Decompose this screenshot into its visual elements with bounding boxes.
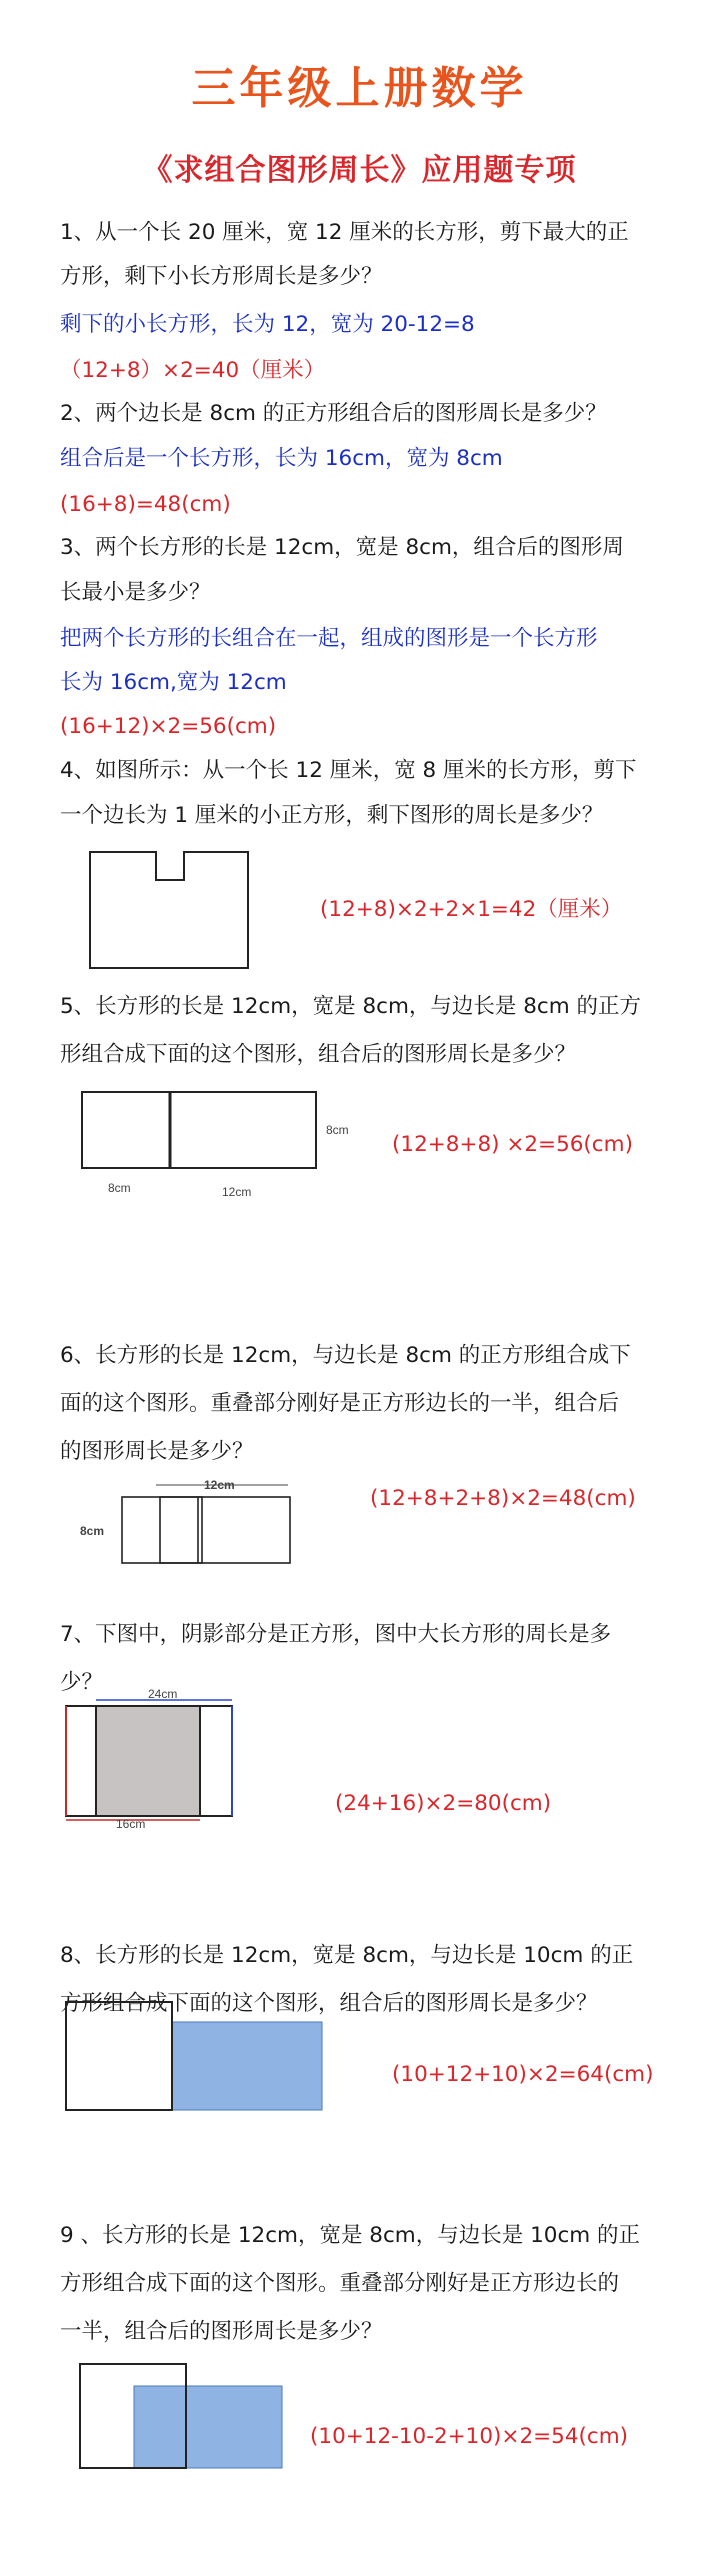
problem-6-question-line-2: 面的这个图形。重叠部分刚好是正方形边长的一半，组合后 [60, 1391, 620, 1416]
square-shape [66, 2002, 172, 2110]
problem-1-question-line-1: 1、从一个长 20 厘米，宽 12 厘米的长方形，剪下最大的正 [60, 220, 629, 245]
page-title: 三年级上册数学 [191, 63, 528, 114]
problem-3-explanation-line-2: 长为 16cm,宽为 12cm [60, 670, 287, 695]
rectangle-shape [170, 1092, 316, 1168]
problem-8-question-line-2: 方形组合成下面的这个图形，组合后的图形周长是多少？ [60, 1991, 598, 2016]
problem-2-explanation: 组合后是一个长方形，长为 16cm，宽为 8cm [60, 446, 503, 471]
problem-4-answer: (12+8)×2+2×1=42（厘米） [320, 897, 623, 922]
problem-1-explanation: 剩下的小长方形，长为 12，宽为 20-12=8 [60, 312, 475, 337]
problem-6-answer: (12+8+2+8)×2=48(cm) [370, 1486, 636, 1511]
blue-rectangle [134, 2386, 282, 2468]
problem-4-figure [88, 850, 258, 972]
problem-5-figure [78, 1088, 368, 1200]
problem-4-question-line-1: 4、如图所示：从一个长 12 厘米，宽 8 厘米的长方形，剪下 [60, 758, 637, 783]
notched-rectangle [90, 852, 248, 968]
problem-5-left-label: 8cm [108, 1181, 131, 1195]
problem-3-explanation-line-1: 把两个长方形的长组合在一起，组成的图形是一个长方形 [60, 626, 598, 651]
problem-7-question-line-2: 少？ [60, 1670, 104, 1695]
problem-8-question-line-1: 8、长方形的长是 12cm，宽是 8cm，与边长是 10cm 的正 [60, 1943, 634, 1968]
problem-5-right-label: 12cm [222, 1185, 252, 1199]
problem-7-bottom-label: 16cm [116, 1817, 146, 1831]
problem-5-question-line-1: 5、长方形的长是 12cm，宽是 8cm，与边长是 8cm 的正方 [60, 994, 642, 1019]
problem-3-question-line-2: 长最小是多少？ [60, 580, 211, 605]
problem-4-question-line-2: 一个边长为 1 厘米的小正方形，剩下图形的周长是多少？ [60, 803, 604, 828]
shaded-square [96, 1706, 200, 1816]
problem-7-question-line-1: 7、下图中，阴影部分是正方形，图中大长方形的周长是多 [60, 1622, 612, 1647]
problem-8-answer: (10+12+10)×2=64(cm) [392, 2062, 654, 2087]
problem-9-answer: (10+12-10-2+10)×2=54(cm) [310, 2424, 629, 2449]
page-subtitle: 《求组合图形周长》应用题专项 [142, 153, 577, 188]
problem-6-question-line-1: 6、长方形的长是 12cm，与边长是 8cm 的正方形组合成下 [60, 1343, 631, 1368]
problem-7-figure [62, 1687, 246, 1831]
problem-3-question-line-1: 3、两个长方形的长是 12cm，宽是 8cm，组合后的图形周 [60, 535, 624, 560]
rectangle-shape [160, 1497, 290, 1563]
problem-9-question-line-1: 9 、长方形的长是 12cm，宽是 8cm，与边长是 10cm 的正 [60, 2223, 641, 2248]
problem-6-top-label: 12cm [204, 1478, 235, 1492]
problem-8-figure [64, 2000, 334, 2120]
square-shape [122, 1497, 202, 1563]
problem-5-question-line-2: 形组合成下面的这个图形，组合后的图形周长是多少？ [60, 1042, 577, 1067]
problem-2-question-line-1: 2、两个边长是 8cm 的正方形组合后的图形周长是多少？ [60, 401, 607, 426]
problem-5-side-label: 8cm [326, 1123, 349, 1137]
problem-9-question-line-3: 一半，组合后的图形周长是多少？ [60, 2319, 383, 2344]
problem-5-answer: (12+8+8) ×2=56(cm) [392, 1132, 633, 1157]
blue-rectangle [172, 2022, 322, 2110]
problem-3-answer: (16+12)×2=56(cm) [60, 714, 277, 739]
problem-1-question-line-2: 方形，剩下小长方形周长是多少？ [60, 264, 383, 289]
problem-6-side-label: 8cm [80, 1524, 105, 1538]
problem-6-question-line-3: 的图形周长是多少？ [60, 1439, 254, 1464]
problem-2-answer: (16+8)=48(cm) [60, 492, 231, 517]
problem-7-answer: (24+16)×2=80(cm) [335, 1791, 552, 1816]
problem-1-answer: （12+8）×2=40（厘米） [60, 358, 326, 383]
problem-9-figure [78, 2362, 298, 2474]
square-shape [82, 1092, 170, 1168]
problem-9-question-line-2: 方形组合成下面的这个图形。重叠部分刚好是正方形边长的 [60, 2271, 620, 2296]
problem-6-figure [78, 1475, 308, 1567]
problem-7-top-label: 24cm [148, 1687, 178, 1701]
